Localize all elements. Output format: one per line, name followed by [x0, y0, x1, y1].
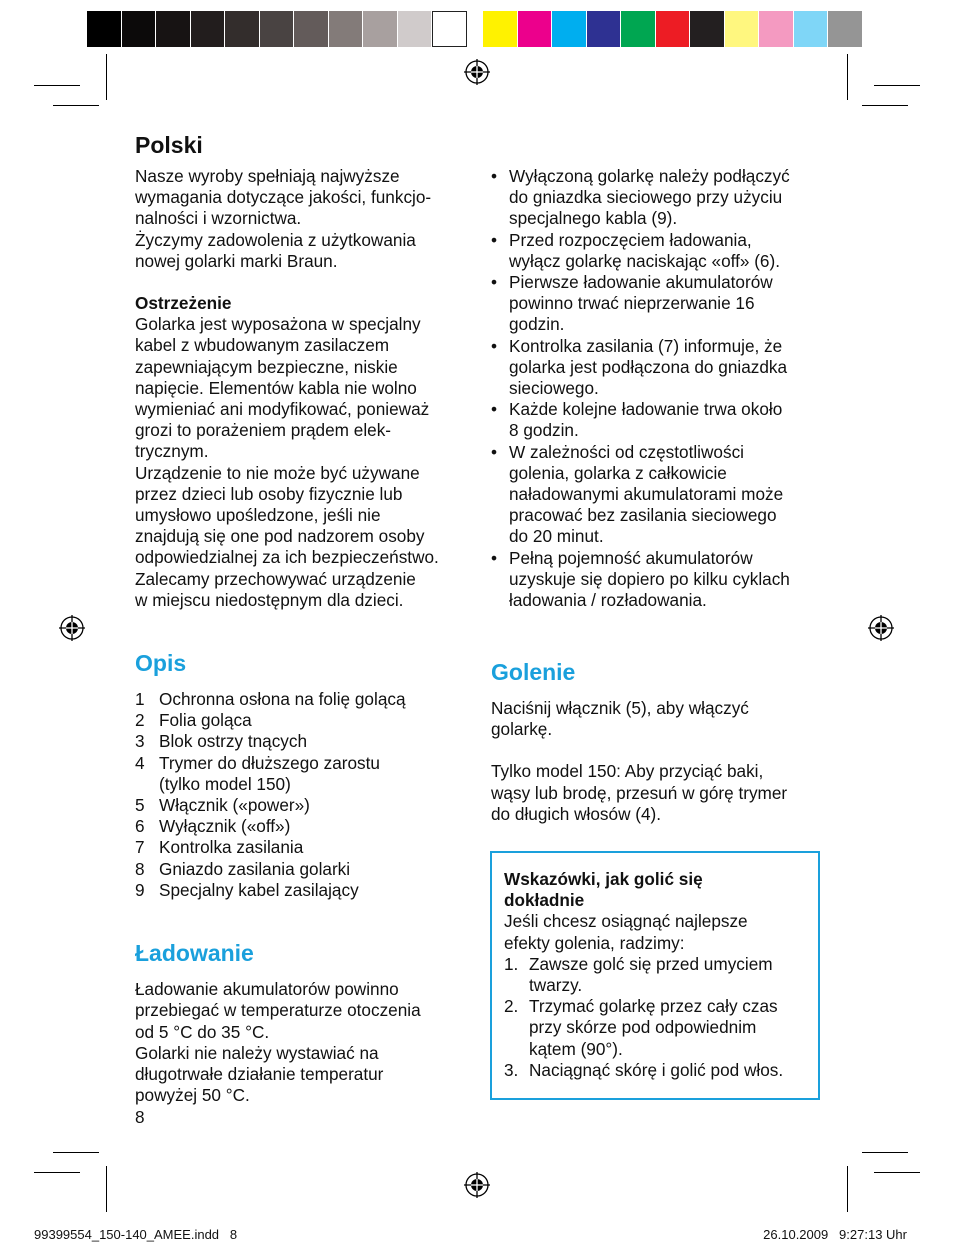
bullet-item: • Każde kolejne ładowanie trwa około 8 godzin.	[491, 399, 836, 441]
color-swatch	[294, 11, 329, 47]
crop-mark	[34, 85, 80, 86]
footer-file-info: 99399554_150-140_AMEE.indd 8	[34, 1227, 238, 1242]
bullet-item: • Pierwsze ładowanie akumulatorów powinno trwać nieprzerwanie 16 godzin.	[491, 272, 836, 336]
parts-list-item: 5 Włącznik («power»)	[135, 795, 310, 816]
tips-list-item: 2. Trzymać golarkę przez cały czas przy skórze pod odpowiednim kątem (90°).	[504, 996, 778, 1059]
crop-mark	[106, 54, 107, 100]
parts-list-item: 4 Trymer do dłuższego zarostu (tylko model 150)	[135, 752, 380, 794]
golenie-paragraph-2: Tylko model 150: Aby przyciąć baki, wąsy lub brodę, przesuń w górę trymer do długich włosów (4).	[491, 761, 788, 824]
tips-list-item: 1. Zawsze golć się przed umyciem twarzy.	[504, 953, 773, 996]
tips-list-item: 3. Naciągnąć skórę i golić pod włos.	[504, 1059, 784, 1080]
color-swatch	[518, 11, 553, 47]
color-swatch	[690, 11, 725, 47]
registration-mark-icon	[464, 59, 490, 85]
crop-mark	[53, 1152, 99, 1153]
color-swatch	[191, 11, 226, 47]
page-number: 8	[135, 1107, 145, 1127]
bullet-item: • Wyłączoną golarkę należy podłączyć do gniazdka sieciowego przy użyciu specjalnego kabla (9).	[491, 166, 836, 230]
color-swatch	[794, 11, 829, 47]
parts-list-item: 8 Gniazdo zasilania golarki	[135, 858, 351, 879]
tips-list	[504, 954, 808, 1081]
parts-list-item: 6 Wyłącznik («off»)	[135, 816, 291, 837]
color-swatch	[621, 11, 656, 47]
warning-title: Ostrzeżenie	[135, 293, 232, 314]
color-swatch	[759, 11, 794, 47]
charging-bullets	[491, 166, 836, 611]
footer-date: 26.10.2009 9:27:13 Uhr	[763, 1227, 907, 1242]
color-swatch	[87, 11, 122, 47]
tips-title: Wskazówki, jak golić się dokładnie	[504, 869, 703, 911]
registration-mark-icon	[464, 1172, 490, 1198]
charging-paragraph: Ładowanie akumulatorów powinno przebiegać w temperaturze otoczenia od 5 °C do 35 °C. Golarki nie należy wystawiać na długotrwałe działanie temperatur powyżej 50 °C.	[135, 979, 421, 1106]
parts-list-item: 7 Kontrolka zasilania	[135, 837, 304, 858]
process-color-bar	[483, 11, 863, 47]
color-swatch	[587, 11, 622, 47]
color-swatch	[260, 11, 295, 47]
crop-mark	[862, 1152, 908, 1153]
color-swatch	[483, 11, 518, 47]
crop-mark	[106, 1166, 107, 1212]
section-heading-opis: Opis	[135, 650, 187, 677]
left-column	[135, 131, 475, 1106]
bullet-item: • Pełną pojemność akumulatorów uzyskuje się dopiero po kilku cyklach ładowania / rozładowania.	[491, 548, 836, 612]
section-heading-polski: Polski	[135, 132, 203, 158]
color-swatch	[828, 11, 863, 47]
color-swatch	[363, 11, 398, 47]
intro-paragraph: Nasze wyroby spełniają najwyższe wymagania dotyczące jakości, funkcjo- nalności i wzornictwa. Życzymy zadowolenia z użytkowania nowej golarki marki Braun.	[135, 166, 432, 271]
right-column	[491, 166, 836, 611]
golenie-paragraph-1: Naciśnij włącznik (5), aby włączyć golarkę.	[491, 698, 749, 740]
parts-list-item: 1 Ochronna osłona na folię golącą	[135, 689, 406, 710]
crop-mark	[847, 54, 848, 100]
parts-list-item: 2 Folia goląca	[135, 710, 252, 731]
tips-intro: Jeśli chcesz osiągnąć najlepsze efekty golenia, radzimy:	[504, 911, 748, 953]
section-heading-ladowanie: Ładowanie	[135, 940, 254, 967]
parts-list-item: 9 Specjalny kabel zasilający	[135, 879, 359, 900]
registration-mark-icon	[59, 615, 85, 641]
parts-list-item: 3 Blok ostrzy tnących	[135, 731, 308, 752]
color-swatch	[398, 11, 433, 47]
grayscale-color-bar	[87, 11, 467, 47]
color-swatch	[329, 11, 364, 47]
crop-mark	[847, 1166, 848, 1212]
section-heading-golenie: Golenie	[491, 659, 576, 685]
color-swatch	[225, 11, 260, 47]
registration-mark-icon	[868, 615, 894, 641]
color-swatch	[156, 11, 191, 47]
color-swatch	[552, 11, 587, 47]
bullet-item: • Przed rozpoczęciem ładowania, wyłącz golarkę naciskając «off» (6).	[491, 230, 836, 272]
bullet-item: • Kontrolka zasilania (7) informuje, że golarka jest podłączona do gniazdka sieciowego.	[491, 336, 836, 400]
color-swatch	[656, 11, 691, 47]
shaving-tips-box	[490, 851, 820, 1100]
color-swatch	[725, 11, 760, 47]
parts-list	[135, 689, 475, 901]
crop-mark	[53, 105, 99, 106]
warning-paragraph: Golarka jest wyposażona w specjalny kabel z wbudowanym zasilaczem zapewniającym bezpieczne, niskie napięcie. Elementów kabla nie wolno wymieniać ani modyfikować, ponieważ grozi to porażeniem prądem elek- trycznym. Urządzenie to nie może być używane przez dzieci lub osoby fizycznie lub umysłowo upośledzone, jeśli nie znajdują się one pod nadzorem osoby odpowiedzialnej za ich bezpieczeństwo. Zalecamy przechowywać urządzenie w miejscu niedostępnym dla dzieci.	[135, 314, 439, 610]
color-swatch	[432, 11, 467, 47]
golenie-section	[491, 658, 831, 825]
crop-mark	[874, 85, 920, 86]
crop-mark	[862, 105, 908, 106]
crop-mark	[874, 1172, 920, 1173]
color-swatch	[122, 11, 157, 47]
bullet-item: • W zależności od częstotliwości golenia, golarka z całkowicie naładowanymi akumulatorami może pracować bez zasilania sieciowego do 20 minut.	[491, 442, 836, 548]
crop-mark	[34, 1172, 80, 1173]
